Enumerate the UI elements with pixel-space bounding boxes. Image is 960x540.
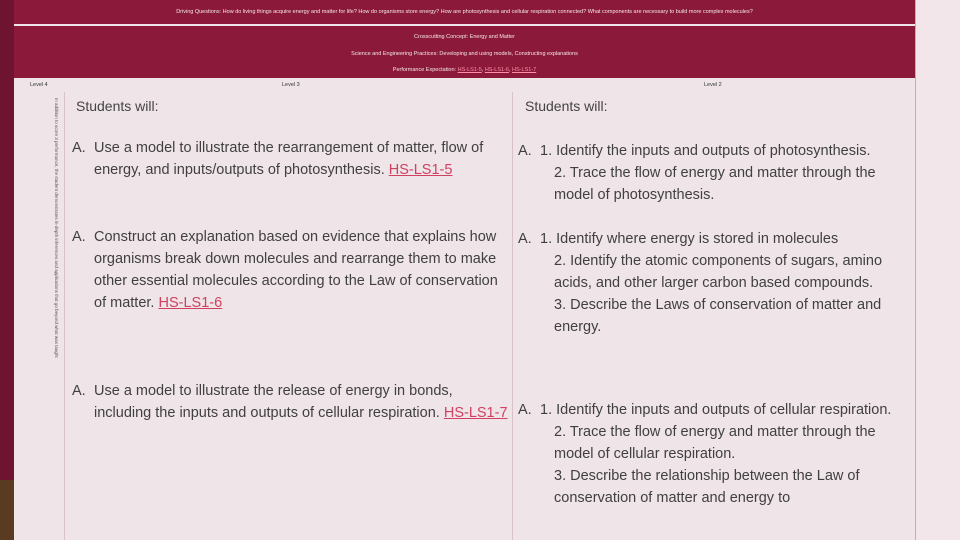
- level-2-item: [518, 228, 914, 338]
- performance-expectation-row: Performance Expectation: HS-LS1-5 , HS-LS1-6 , HS-LS1-7: [14, 62, 915, 78]
- level-4-header: Level 4: [30, 82, 48, 88]
- level-2-item: [518, 399, 914, 509]
- driving-questions-row: [14, 0, 915, 24]
- level-3-item: [72, 226, 512, 314]
- item-marker: A.: [518, 231, 532, 247]
- item-text: Use a model to illustrate the release of energy in bonds, including the inputs and outputs of cellular respiration.: [94, 383, 453, 421]
- pe-link-1[interactable]: HS-LS1-5: [457, 67, 482, 73]
- item-line: 1. Identify where energy is stored in molecules: [540, 231, 839, 247]
- level-4-text: In addition to score 3 performance, the student demonstrates in-depth inferences and applications that go beyond what was taught: [54, 98, 59, 358]
- standard-link[interactable]: HS-LS1-5: [388, 162, 453, 178]
- item-line: 1. Identify the inputs and outputs of photosynthesis.: [540, 143, 871, 159]
- item-marker: A.: [518, 402, 532, 418]
- level-2-heading: Students will:: [525, 98, 608, 114]
- item-marker: A.: [72, 229, 86, 245]
- right-column: [915, 0, 960, 540]
- item-line: 2. Trace the flow of energy and matter through the model of cellular respiration.: [554, 424, 876, 462]
- pe-label: Performance Expectation:: [392, 67, 457, 73]
- pe-link-2[interactable]: HS-LS1-6: [484, 67, 509, 73]
- item-line: 2. Trace the flow of energy and matter through the model of photosynthesis.: [554, 165, 876, 203]
- level-3-header: Level 3: [282, 82, 300, 88]
- column-divider: [512, 92, 513, 540]
- item-marker: A.: [72, 383, 86, 399]
- item-line: 2. Identify the atomic components of sugars, amino acids, and other larger carbon based compounds.: [554, 253, 883, 291]
- item-line: 3. Describe the Laws of conservation of matter and energy.: [554, 297, 882, 335]
- item-text: Construct an explanation based on evidence that explains how organisms break down molecules and rearrange them to make other essential molecules according to the Law of conservation of matter.: [94, 229, 498, 311]
- item-line: 1. Identify the inputs and outputs of cellular respiration.: [540, 402, 892, 418]
- level-2-item: [518, 140, 914, 206]
- wood-texture: [0, 480, 14, 540]
- column-divider: [64, 92, 65, 540]
- left-border-strip: [0, 0, 14, 540]
- practices-text: Science and Engineering Practices: Developing and using models, Constructing explanations: [351, 51, 578, 57]
- practices-row: [14, 45, 915, 63]
- standard-link[interactable]: HS-LS1-7: [443, 405, 508, 421]
- level-3-heading: Students will:: [76, 98, 159, 114]
- item-marker: A.: [518, 143, 532, 159]
- driving-questions-text: Driving Questions: How do living things acquire energy and matter for life? How do organisms store energy? How are photosynthesis and cellular respiration connected? What components are necessary to build more complex molecules?: [176, 9, 753, 15]
- crosscutting-text: Crosscutting Concept: Energy and Matter: [414, 34, 515, 40]
- item-line: 3. Describe the relationship between the Law of conservation of matter and energy to: [554, 468, 860, 506]
- item-marker: A.: [72, 140, 86, 156]
- level-2-header: Level 2: [704, 82, 722, 88]
- level-3-item: [72, 380, 512, 424]
- standard-link[interactable]: HS-LS1-6: [158, 295, 223, 311]
- level-3-item: [72, 137, 512, 181]
- item-text: Use a model to illustrate the rearrangement of matter, flow of energy, and inputs/outputs of photosynthesis.: [94, 140, 484, 178]
- pe-link-3[interactable]: HS-LS1-7: [512, 67, 537, 73]
- level-4-description: [50, 98, 62, 478]
